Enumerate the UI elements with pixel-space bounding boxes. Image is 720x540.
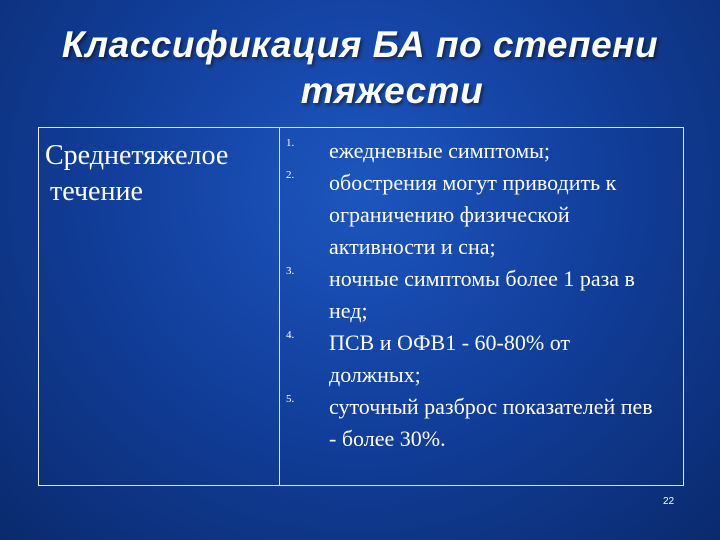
title-line-2: тяжести <box>300 70 484 111</box>
list-item-number: 4. <box>286 329 295 341</box>
column-divider <box>279 128 280 485</box>
list-item <box>282 135 682 167</box>
list-item <box>282 391 682 455</box>
severity-label-line-1: Среднетяжелое <box>45 140 229 171</box>
slide-title <box>0 22 720 114</box>
title-line-1: Классификация БА по степени <box>61 24 659 65</box>
list-item-text: суточный разброс показателей пев - более 30%. <box>329 394 653 451</box>
severity-label-line-2: течение <box>50 176 143 207</box>
list-item-number: 5. <box>286 393 295 405</box>
list-item-text: ежедневные симптомы; <box>329 138 551 163</box>
classification-table <box>38 127 684 486</box>
list-item <box>282 327 682 391</box>
list-item-number: 3. <box>286 265 295 277</box>
severity-cell <box>45 138 275 210</box>
list-item-text: ПСВ и ОФВ1 - 60-80% от должных; <box>329 330 571 387</box>
list-item-text: обострения могут приводить к ограничению физической активности и сна; <box>329 170 617 259</box>
list-item <box>282 263 682 327</box>
list-item-number: 1. <box>286 137 295 149</box>
list-item-number: 2. <box>286 169 295 181</box>
symptom-list <box>282 135 682 455</box>
page-number: 22 <box>663 496 675 507</box>
list-item <box>282 167 682 263</box>
list-item-text: ночные симптомы более 1 раза в нед; <box>329 266 635 323</box>
